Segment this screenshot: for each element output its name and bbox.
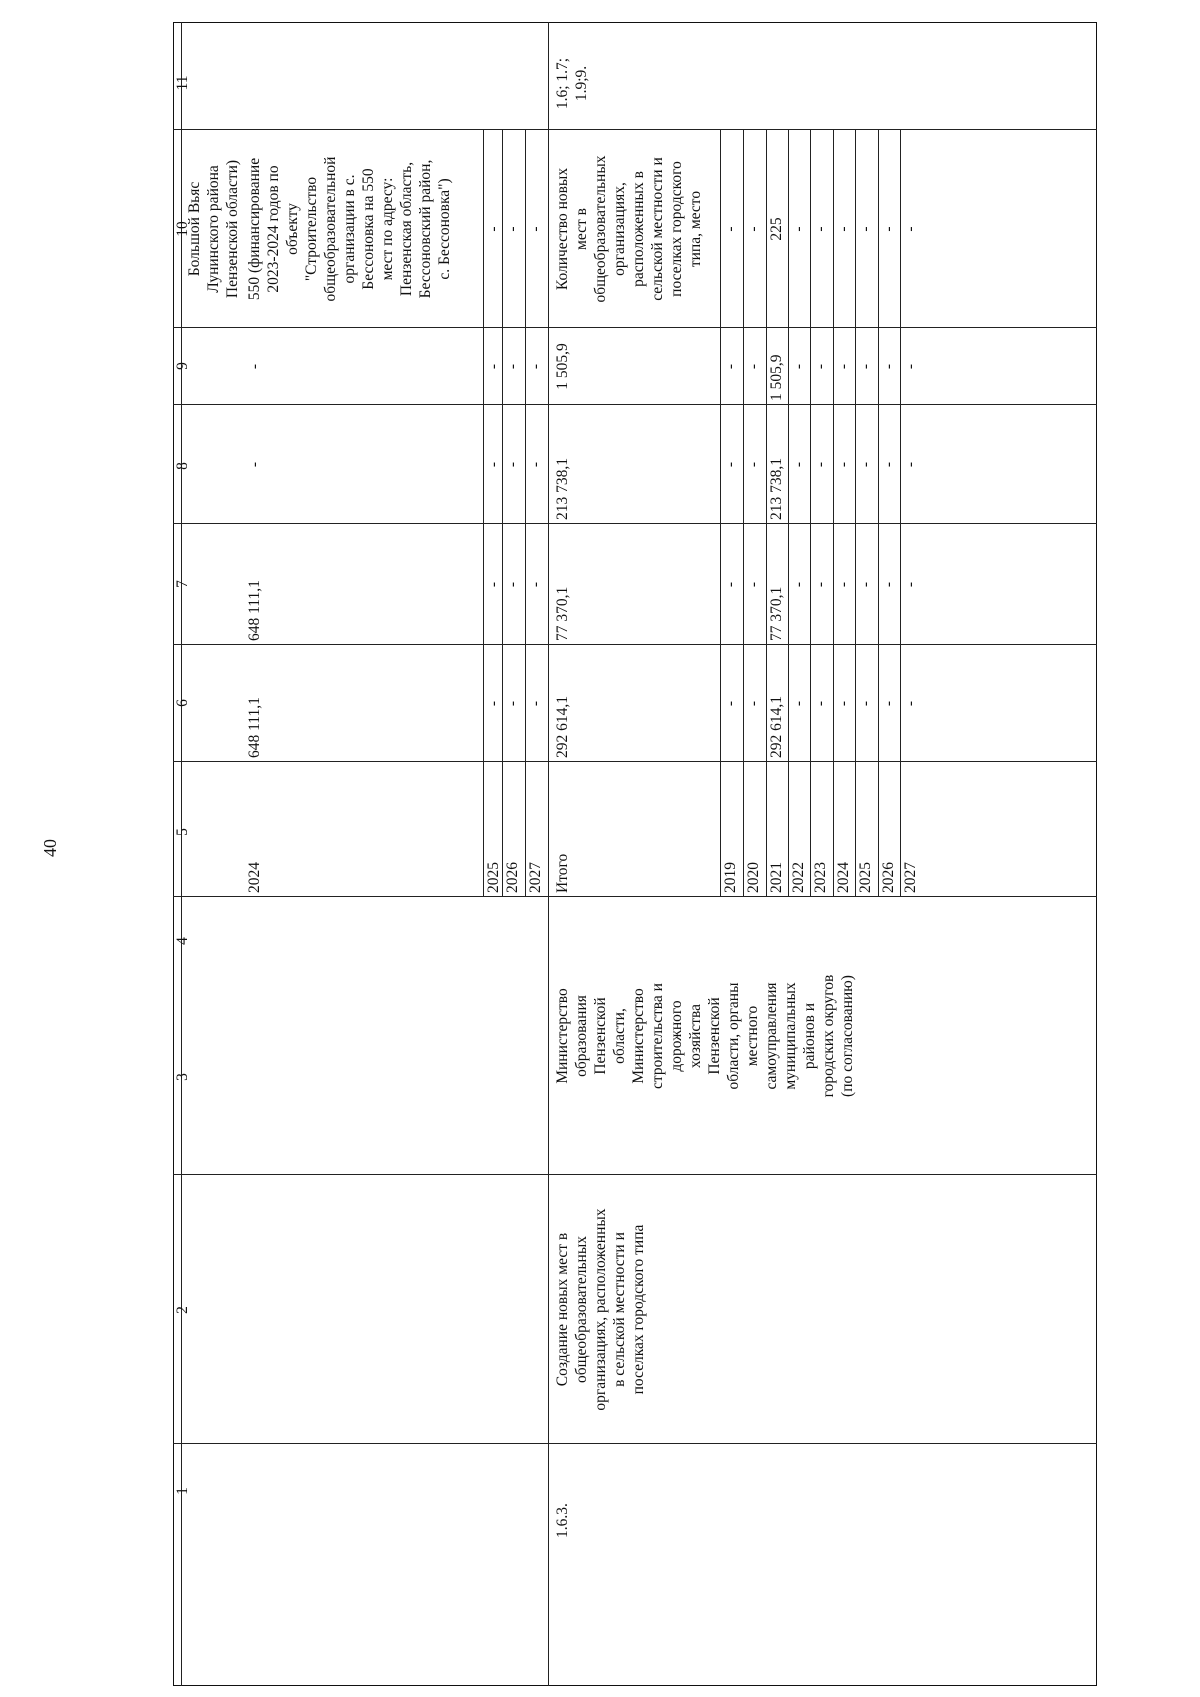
continuation-col10-top: Большой Вьяс Лунинского района Пензенской области) [186, 159, 241, 299]
item-total-col6: 77 370,1 [554, 586, 571, 641]
cell-col6-2026: - [504, 581, 521, 588]
cell-col8-2025: - [485, 363, 502, 370]
cell-col7-2025: - [485, 461, 502, 468]
column-divider-5 [173, 644, 1097, 645]
cell-col8-2024: - [246, 363, 263, 370]
column-divider-3 [173, 404, 1097, 405]
item-col10-2020: - [745, 226, 762, 232]
page-number: 40 [40, 839, 60, 857]
column-divider-6 [173, 761, 1097, 762]
item-year-2019: 2019 [722, 862, 739, 893]
item-col8-2023: - [812, 363, 829, 370]
column-divider-7 [173, 896, 1097, 897]
item-year-2025: 2025 [857, 862, 874, 893]
cell-col5-2025: - [485, 700, 502, 707]
item-col10-2026: - [880, 226, 897, 232]
item-col8-2021: 1 505,9 [768, 354, 785, 401]
cell-col6-2024: 648 111,1 [246, 580, 263, 641]
item-total-label: Итого [554, 853, 571, 893]
rotated-table-sheet [173, 0, 1200, 1697]
cell-col7-2024: - [246, 461, 263, 468]
cell-col7-2026: - [504, 461, 521, 468]
item-col6-2024: - [835, 581, 852, 588]
item-col5-2025: - [857, 700, 874, 707]
cell-col10-2025: - [485, 226, 502, 232]
item-col5-2019: - [722, 700, 739, 707]
item-year-2027: 2027 [902, 862, 919, 893]
item-year-2024: 2024 [835, 862, 852, 893]
header-col-5: 5 [174, 828, 191, 836]
cell-col5-2027: - [527, 700, 544, 707]
item-col5-2020: - [745, 700, 762, 707]
item-col10-2021: 225 [768, 217, 785, 241]
column-divider-9 [173, 1443, 1097, 1444]
item-year-2026: 2026 [880, 862, 897, 893]
item-year-2022: 2022 [790, 862, 807, 893]
item-col5-2027: - [902, 700, 919, 707]
cell-col6-2027: - [527, 581, 544, 588]
item-col7-2021: 213 738,1 [768, 458, 785, 520]
item-col6-2026: - [880, 581, 897, 588]
item-name: Создание новых мест в общеобразовательных организациях, расположенных в сельской местности и поселках городского типа [554, 1208, 647, 1411]
cell-col10-2027: - [527, 226, 544, 232]
column-divider-2 [173, 327, 1097, 328]
item-col10-2027: - [902, 226, 919, 232]
item-references: 1.6; 1.7; 1.9;9. [554, 57, 590, 110]
cell-col10-2024: 550 (финансирование 2023-2024 годов по объекту "Строительство общеобразовательной организации в с. Бессоновка на 550 мест по адресу: Пензенская область, Бессоновский район, с. Бессоновка") [246, 156, 453, 302]
item-col5-2022: - [790, 700, 807, 707]
item-executor: Министерство образования Пензенской области, Министерство строительства и дорожного хозяйства Пензенской области, органы местного самоуправления муниципальных районов и городских округов (по согласованию) [554, 974, 856, 1098]
item-indicator: Количество новых мест в общеобразовательных организациях, расположенных в сельской местности и поселках городского типа, место [554, 155, 704, 303]
item-col8-2025: - [857, 363, 874, 370]
item-col5-2024: - [835, 700, 852, 707]
item-col6-2019: - [722, 581, 739, 588]
item-col10-2019: - [722, 226, 739, 232]
item-col7-2022: - [790, 461, 807, 468]
cell-col8-2026: - [504, 363, 521, 370]
item-col7-2024: - [835, 461, 852, 468]
header-col-3: 3 [174, 1073, 191, 1081]
item-col10-2025: - [857, 226, 874, 232]
item-col7-2019: - [722, 461, 739, 468]
cell-col5-2026: - [504, 700, 521, 707]
cell-col10-2026: - [504, 226, 521, 232]
header-col-1: 1 [174, 1487, 191, 1495]
item-col7-2023: - [812, 461, 829, 468]
item-col8-2019: - [722, 363, 739, 370]
item-col8-2024: - [835, 363, 852, 370]
cell-col7-2027: - [527, 461, 544, 468]
item-col8-2020: - [745, 363, 762, 370]
column-divider-4 [173, 523, 1097, 524]
section-divider [548, 22, 549, 1686]
cell-col5-2024: 648 111,1 [246, 697, 263, 758]
item-col10-2024: - [835, 226, 852, 232]
item-col5-2021: 292 614,1 [768, 696, 785, 758]
continuation-year-2027: 2027 [527, 862, 544, 893]
item-col7-2020: - [745, 461, 762, 468]
item-col6-2023: - [812, 581, 829, 588]
item-col7-2027: - [902, 461, 919, 468]
continuation-year-2025: 2025 [485, 862, 502, 893]
header-col-6: 6 [174, 699, 191, 707]
header-col-4: 4 [174, 937, 191, 945]
item-col6-2027: - [902, 581, 919, 588]
header-col-2: 2 [174, 1306, 191, 1314]
item-year-2021: 2021 [768, 862, 785, 893]
continuation-year-2026: 2026 [504, 862, 521, 893]
header-col-8: 8 [174, 462, 191, 470]
item-col10-2022: - [790, 226, 807, 232]
item-col10-2023: - [812, 226, 829, 232]
item-col6-2022: - [790, 581, 807, 588]
item-col8-2027: - [902, 363, 919, 370]
item-col7-2025: - [857, 461, 874, 468]
item-total-col8: 1 505,9 [554, 343, 571, 390]
item-year-2020: 2020 [745, 862, 762, 893]
item-col8-2026: - [880, 363, 897, 370]
program-table [173, 22, 1097, 1686]
item-number: 1.6.3. [554, 1503, 571, 1538]
column-divider-8 [173, 1174, 1097, 1175]
header-col-10: 10 [174, 221, 191, 237]
header-col-11: 11 [174, 75, 191, 91]
item-col6-2025: - [857, 581, 874, 588]
item-col7-2026: - [880, 461, 897, 468]
item-col6-2021: 77 370,1 [768, 586, 785, 641]
item-col5-2023: - [812, 700, 829, 707]
item-total-col7: 213 738,1 [554, 458, 571, 520]
item-col5-2026: - [880, 700, 897, 707]
cell-col6-2025: - [485, 581, 502, 588]
header-col-7: 7 [174, 580, 191, 588]
header-col-9: 9 [174, 362, 191, 370]
item-year-2023: 2023 [812, 862, 829, 893]
continuation-year-2024: 2024 [246, 862, 263, 893]
cell-col8-2027: - [527, 363, 544, 370]
item-total-col5: 292 614,1 [554, 696, 571, 758]
item-col8-2022: - [790, 363, 807, 370]
item-col6-2020: - [745, 581, 762, 588]
column-divider-1 [173, 129, 1097, 130]
